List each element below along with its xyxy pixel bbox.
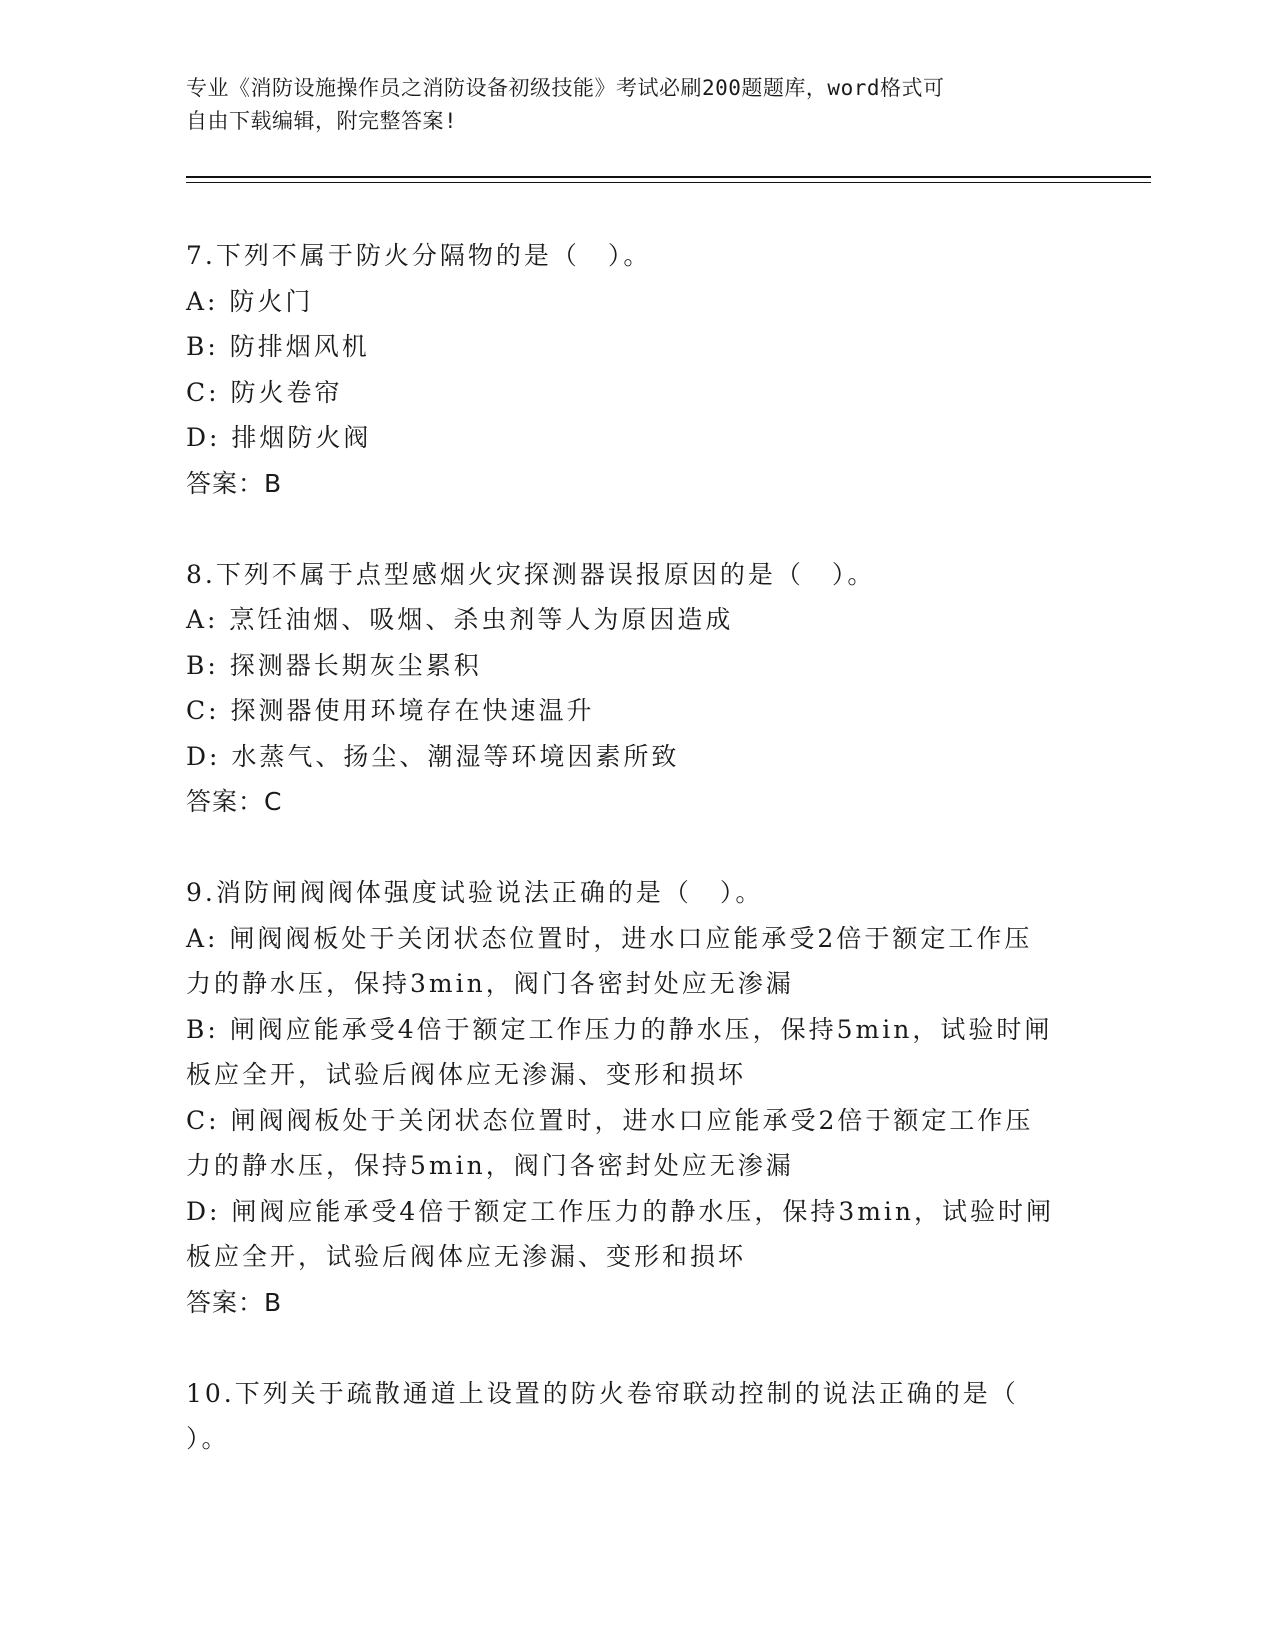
question-list xyxy=(186,233,1086,1462)
question-stem: ）。 xyxy=(186,1424,230,1453)
question-block xyxy=(186,870,1086,1325)
option-c: 力的静水压，保持5min，阀门各密封处应无渗漏 xyxy=(186,1151,794,1180)
answer-line: 答案：B xyxy=(186,1287,283,1317)
question-block xyxy=(186,552,1086,825)
option-b: B: 防排烟风机 xyxy=(186,332,370,361)
question-stem: 10.下列关于疏散通道上设置的防火卷帘联动控制的说法正确的是（ xyxy=(186,1378,1019,1408)
option-a: 力的静水压，保持3min，阀门各密封处应无渗漏 xyxy=(186,969,794,998)
option-a: A: 闸阀阀板处于关闭状态位置时，进水口应能承受2倍于额定工作压 xyxy=(186,923,1033,953)
option-b: B: 探测器长期灰尘累积 xyxy=(186,650,482,680)
option-b: 板应全开，试验后阀体应无渗漏、变形和损坏 xyxy=(186,1060,747,1089)
document-header xyxy=(186,72,1066,138)
header-line-2: 自由下载编辑，附完整答案! xyxy=(186,109,458,133)
question-block xyxy=(186,1371,1086,1462)
option-d: D: 水蒸气、扬尘、潮湿等环境因素所致 xyxy=(186,741,680,771)
answer-line: 答案：C xyxy=(186,787,283,816)
header-divider-thin xyxy=(186,182,1151,183)
header-divider-thick xyxy=(186,176,1151,178)
option-c: C: 闸阀阀板处于关闭状态位置时，进水口应能承受2倍于额定工作压 xyxy=(186,1105,1034,1135)
question-block xyxy=(186,233,1086,506)
option-c: C: 防火卷帘 xyxy=(186,377,343,407)
option-a: A: 烹饪油烟、吸烟、杀虫剂等人为原因造成 xyxy=(186,605,734,634)
question-stem: 9.消防闸阀阀体强度试验说法正确的是（ ）。 xyxy=(186,878,764,907)
option-b: B: 闸阀应能承受4倍于额定工作压力的静水压，保持5min，试验时闸 xyxy=(186,1014,1053,1044)
option-d: D: 排烟防火阀 xyxy=(186,423,372,452)
option-d: D: 闸阀应能承受4倍于额定工作压力的静水压，保持3min，试验时闸 xyxy=(186,1196,1055,1226)
option-d: 板应全开，试验后阀体应无渗漏、变形和损坏 xyxy=(186,1242,747,1271)
header-line-1: 专业《消防设施操作员之消防设备初级技能》考试必刷200题题库，word格式可 xyxy=(186,76,945,100)
question-stem: 7.下列不属于防火分隔物的是（ ）。 xyxy=(186,241,652,270)
question-stem: 8.下列不属于点型感烟火灾探测器误报原因的是（ ）。 xyxy=(186,559,876,589)
answer-line: 答案：B xyxy=(186,468,283,498)
option-c: C: 探测器使用环境存在快速温升 xyxy=(186,696,595,725)
option-a: A: 防火门 xyxy=(186,286,314,316)
